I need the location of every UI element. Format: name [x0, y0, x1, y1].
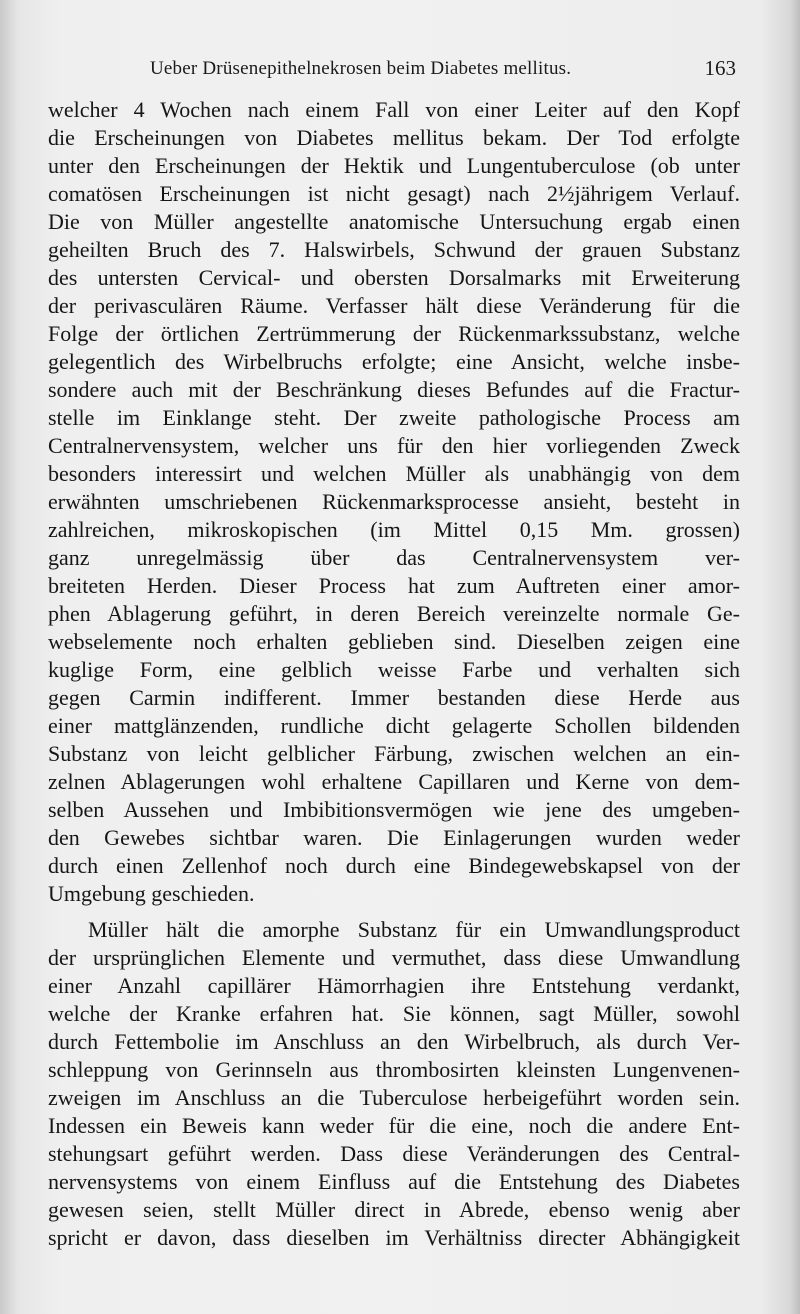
text-line: gewesen seien, stellt Müller direct in Abrede, ebenso wenig aber [48, 1197, 740, 1222]
text-line: der ursprünglichen Elemente und vermuthet, dass diese Umwandlung [48, 945, 740, 970]
text-line: Die von Müller angestellte anatomische Untersuchung ergab einen [48, 209, 740, 234]
body-text [48, 96, 740, 1252]
running-title: Ueber Drüsenepithelnekrosen beim Diabetes mellitus. [150, 58, 572, 79]
text-line: erwähnten umschriebenen Rückenmarksprocesse ansieht, besteht in [48, 489, 740, 514]
text-line: selben Aussehen und Imbibitionsvermögen wie jene des umgeben- [48, 797, 740, 822]
text-line: sondere auch mit der Beschränkung dieses Befundes auf die Fractur- [48, 377, 740, 402]
text-line: besonders interessirt und welchen Müller als unabhängig von dem [48, 461, 740, 486]
text-line: gelegentlich des Wirbelbruchs erfolgte; eine Ansicht, welche insbe- [48, 349, 740, 374]
text-line: des untersten Cervical- und obersten Dorsalmarks mit Erweiterung [48, 265, 740, 290]
paragraph-2 [48, 916, 740, 1252]
text-line: Indessen ein Beweis kann weder für die eine, noch die andere Ent- [48, 1113, 740, 1138]
text-line: webselemente noch erhalten geblieben sind. Dieselben zeigen eine [48, 629, 740, 654]
text-line: einer Anzahl capillärer Hämorrhagien ihre Entstehung verdankt, [48, 973, 740, 998]
text-line: welche der Kranke erfahren hat. Sie können, sagt Müller, sowohl [48, 1001, 740, 1026]
text-line: stehungsart geführt werden. Dass diese Veränderungen des Central- [48, 1141, 740, 1166]
text-line: spricht er davon, dass dieselben im Verhältniss directer Abhängigkeit [48, 1225, 740, 1250]
text-line: durch einen Zellenhof noch durch eine Bindegewebskapsel von der [48, 853, 740, 878]
text-line: Substanz von leicht gelblicher Färbung, zwischen welchen an ein- [48, 741, 740, 766]
text-line: Müller hält die amorphe Substanz für ein Umwandlungsproduct [88, 917, 740, 942]
text-line: Folge der örtlichen Zertrümmerung der Rückenmarkssubstanz, welche [48, 321, 740, 346]
text-line: breiteten Herden. Dieser Process hat zum Auftreten einer amor- [48, 573, 740, 598]
text-line: geheilten Bruch des 7. Halswirbels, Schwund der grauen Substanz [48, 237, 740, 262]
text-line: Centralnervensystem, welcher uns für den hier vorliegenden Zweck [48, 433, 740, 458]
text-line: durch Fettembolie im Anschluss an den Wirbelbruch, als durch Ver- [48, 1029, 740, 1054]
text-line: zelnen Ablagerungen wohl erhaltene Capillaren und Kerne von dem- [48, 769, 740, 794]
text-line: nervensystems von einem Einfluss auf die Entstehung des Diabetes [48, 1169, 740, 1194]
page-number: 163 [704, 56, 736, 80]
text-line: Umgebung geschieden. [48, 881, 255, 906]
paragraph-1 [48, 96, 740, 908]
text-line: die Erscheinungen von Diabetes mellitus bekam. Der Tod erfolgte [48, 125, 740, 150]
text-line: stelle im Einklange steht. Der zweite pathologische Process am [48, 405, 740, 430]
text-line: gegen Carmin indifferent. Immer bestanden diese Herde aus [48, 685, 740, 710]
text-line: zahlreichen, mikroskopischen (im Mittel 0,15 Mm. grossen) [48, 517, 740, 542]
text-line: einer mattglänzenden, rundliche dicht gelagerte Schollen bildenden [48, 713, 740, 738]
page-header [0, 54, 800, 84]
text-line: ganz unregelmässig über das Centralnervensystem ver- [48, 545, 740, 570]
paragraph-gap [48, 908, 740, 916]
text-line: den Gewebes sichtbar waren. Die Einlagerungen wurden weder [48, 825, 740, 850]
text-line: schleppung von Gerinnseln aus thrombosirten kleinsten Lungenvenen- [48, 1057, 740, 1082]
text-line: unter den Erscheinungen der Hektik und Lungentuberculose (ob unter [48, 153, 740, 178]
text-line: phen Ablagerung geführt, in deren Bereich vereinzelte normale Ge- [48, 601, 740, 626]
text-line: comatösen Erscheinungen ist nicht gesagt) nach 2½jährigem Verlauf. [48, 181, 740, 206]
text-line: kuglige Form, eine gelblich weisse Farbe und verhalten sich [48, 657, 740, 682]
text-line: zweigen im Anschluss an die Tuberculose herbeigeführt worden sein. [48, 1085, 740, 1110]
text-line: der perivasculären Räume. Verfasser hält diese Veränderung für die [48, 293, 740, 318]
text-line: welcher 4 Wochen nach einem Fall von einer Leiter auf den Kopf [48, 97, 740, 122]
